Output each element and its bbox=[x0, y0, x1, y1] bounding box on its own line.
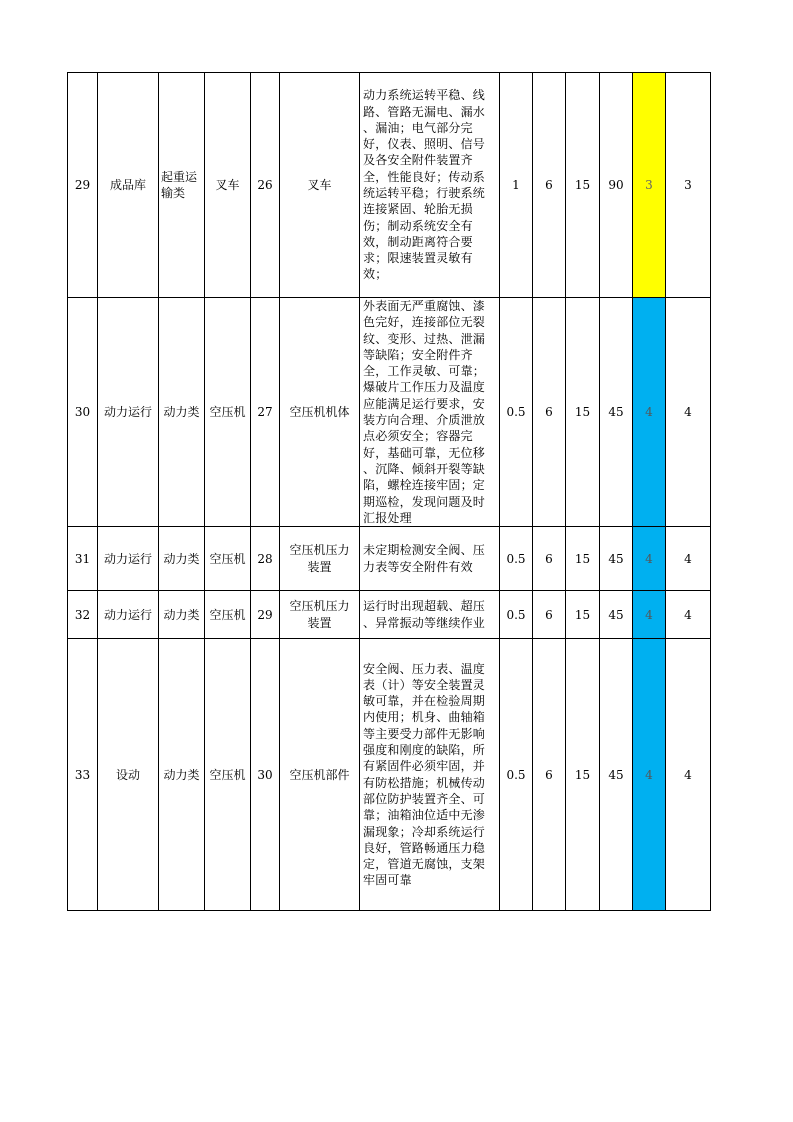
standard-cell: 安全阀、压力表、温度 表（计）等安全装置灵 敏可靠，并在检验周期 内使用；机身、曲轴箱 等主要受力部件无影响 强度和刚度的缺陷，所 有紧固件必须牢固，并 有防松措施；机械传动 部位防护装置齐全、可 靠；油箱油位适中无渗 漏现象；冷却系统运行 良好，管路畅通压力稳 定，管道无腐蚀，支架 牢固可靠 bbox=[360, 639, 500, 911]
d-value: 45 bbox=[600, 298, 633, 527]
part-cell: 空压机机体 bbox=[280, 298, 360, 527]
risk-level: 4 bbox=[633, 591, 666, 639]
area-cell: 动力运行 bbox=[98, 591, 159, 639]
l-value: 0.5 bbox=[500, 639, 533, 911]
item-number: 27 bbox=[251, 298, 280, 527]
l-value: 0.5 bbox=[500, 591, 533, 639]
c-value: 15 bbox=[566, 527, 600, 591]
l-value: 0.5 bbox=[500, 527, 533, 591]
part-cell: 空压机压力 装置 bbox=[280, 527, 360, 591]
c-value: 15 bbox=[566, 591, 600, 639]
item-number: 30 bbox=[251, 639, 280, 911]
table-row bbox=[68, 73, 711, 298]
item-number: 29 bbox=[251, 591, 280, 639]
e-value: 6 bbox=[533, 527, 566, 591]
risk-assessment-table bbox=[67, 72, 711, 911]
table-row bbox=[68, 639, 711, 911]
equipment-cell: 空压机 bbox=[205, 639, 251, 911]
row-number: 29 bbox=[68, 73, 98, 298]
area-cell: 成品库 bbox=[98, 73, 159, 298]
row-number: 32 bbox=[68, 591, 98, 639]
area-cell: 动力运行 bbox=[98, 527, 159, 591]
control-level: 4 bbox=[666, 527, 711, 591]
table-row bbox=[68, 527, 711, 591]
d-value: 45 bbox=[600, 639, 633, 911]
e-value: 6 bbox=[533, 591, 566, 639]
control-level: 3 bbox=[666, 73, 711, 298]
risk-level: 4 bbox=[633, 527, 666, 591]
category-cell: 动力类 bbox=[159, 298, 205, 527]
d-value: 90 bbox=[600, 73, 633, 298]
equipment-cell: 空压机 bbox=[205, 298, 251, 527]
equipment-cell: 空压机 bbox=[205, 591, 251, 639]
part-cell: 空压机压力 装置 bbox=[280, 591, 360, 639]
table-row bbox=[68, 298, 711, 527]
item-number: 26 bbox=[251, 73, 280, 298]
c-value: 15 bbox=[566, 73, 600, 298]
standard-cell: 外表面无严重腐蚀、漆 色完好，连接部位无裂 纹、变形、过热、泄漏 等缺陷；安全附件齐 全，工作灵敏、可靠； 爆破片工作压力及温度 应能满足运行要求，安 装方向合理、介质泄放 点必须安全；容器完 好，基础可靠，无位移 、沉降、倾斜开裂等缺 陷，螺栓连接牢固；定 期巡检，发现问题及时 汇报处理 bbox=[360, 298, 500, 527]
standard-cell: 动力系统运转平稳、线 路、管路无漏电、漏水 、漏油；电气部分完 好，仪表、照明、信号 及各安全附件装置齐 全，性能良好；传动系 统运转平稳；行驶系统 连接紧固、轮胎无损 伤；制动系统安全有 效，制动距离符合要 求；限速装置灵敏有 效； bbox=[360, 73, 500, 298]
risk-level: 4 bbox=[633, 639, 666, 911]
row-number: 33 bbox=[68, 639, 98, 911]
row-number: 31 bbox=[68, 527, 98, 591]
area-cell: 设动 bbox=[98, 639, 159, 911]
category-cell: 起重运 输类 bbox=[159, 73, 205, 298]
equipment-cell: 叉车 bbox=[205, 73, 251, 298]
area-cell: 动力运行 bbox=[98, 298, 159, 527]
category-cell: 动力类 bbox=[159, 591, 205, 639]
d-value: 45 bbox=[600, 527, 633, 591]
risk-level: 4 bbox=[633, 298, 666, 527]
table-row bbox=[68, 591, 711, 639]
equipment-cell: 空压机 bbox=[205, 527, 251, 591]
row-number: 30 bbox=[68, 298, 98, 527]
control-level: 4 bbox=[666, 639, 711, 911]
control-level: 4 bbox=[666, 298, 711, 527]
part-cell: 叉车 bbox=[280, 73, 360, 298]
l-value: 0.5 bbox=[500, 298, 533, 527]
c-value: 15 bbox=[566, 298, 600, 527]
e-value: 6 bbox=[533, 639, 566, 911]
part-cell: 空压机部件 bbox=[280, 639, 360, 911]
e-value: 6 bbox=[533, 298, 566, 527]
c-value: 15 bbox=[566, 639, 600, 911]
standard-cell: 未定期检测安全阀、压 力表等安全附件有效 bbox=[360, 527, 500, 591]
category-cell: 动力类 bbox=[159, 527, 205, 591]
d-value: 45 bbox=[600, 591, 633, 639]
standard-cell: 运行时出现超载、超压 、异常振动等继续作业 bbox=[360, 591, 500, 639]
risk-level: 3 bbox=[633, 73, 666, 298]
e-value: 6 bbox=[533, 73, 566, 298]
category-cell: 动力类 bbox=[159, 639, 205, 911]
l-value: 1 bbox=[500, 73, 533, 298]
control-level: 4 bbox=[666, 591, 711, 639]
item-number: 28 bbox=[251, 527, 280, 591]
